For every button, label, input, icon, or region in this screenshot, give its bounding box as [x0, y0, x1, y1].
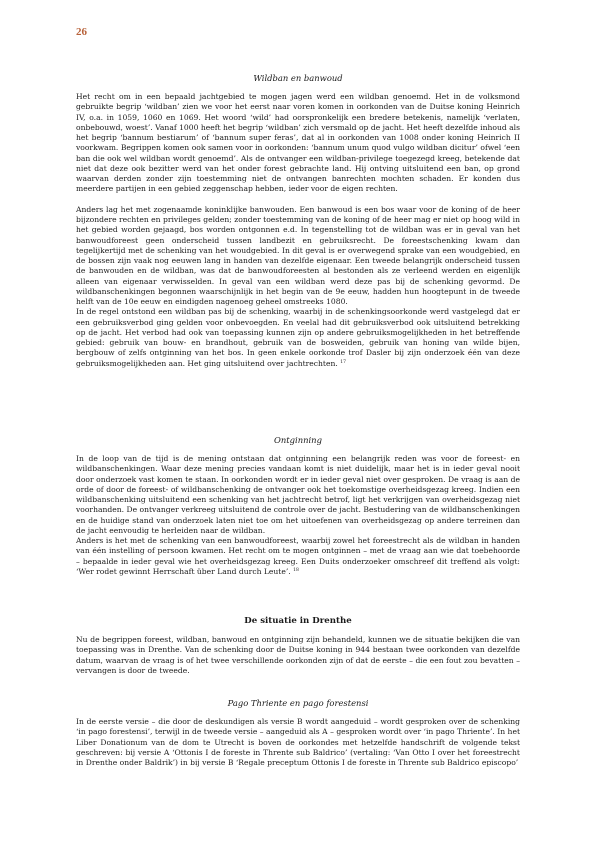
paragraph: In de eerste versie – die door de deskundigen als versie B wordt aangeduid – wordt gesproken over de schenking ‘in pago forestensi’, terwijl in de tweede versie – aangeduid als A – gesproken wordt over ‘in pago Thriente’. In het Liber Donationum van de dom te Utrecht is boven de oorkondes met hetzelfde handschrift de volgende tekst geschreven: bij versie A ‘Ottonis I de foreste in Thrente sub Baldrico’ (vertaling: ‘Van Otto I over het foreestrecht in Drenthe onder Baldrik’) in bij versie B ‘Regale preceptum Ottonis I de foreste in Thrente sub Baldrico episcopo’	[76, 717, 520, 767]
paragraph-text: Anders is het met de schenking van een banwoudforeest, waarbij zowel het foreestrecht als de wildban in handen van één instelling of persoon kwamen. Het recht om te mogen ontginnen – met de vraag aan wie dat toebehoorde – bepaalde in ieder geval wie het overheidsgezag kreeg. Een Duits onderzoeker omschreef dit treffend als volgt: ‘Wer rodet gewinnt Herrschaft über Land durch Leute’.	[76, 536, 520, 576]
section-drenthe	[76, 615, 520, 676]
paragraph: Het recht om in een bepaald jachtgebied te mogen jagen werd een wildban genoemd. Het in de volksmond gebruikte begrip ‘wildban’ zien we voor het eerst naar voren komen in oorkonden van de Duitse koning Heinrich IV, o.a. in 1059, 1060 en 1069. Het woord ‘wild’ had oorspronkelijk een bredere betekenis, namelijk ‘verlaten, onbebouwd, woest’. Vanaf 1000 heeft het begrip ‘wildban’ zich versmald op de jacht. Het heeft dezelfde inhoud als het begrip ‘bannum bestiarum’ of ‘bannum super feras’, dat al in oorkonden van 1008 onder koning Heinrich II voorkwam. Begrippen komen ook samen voor in oorkonden: ‘bannum unum quod vulgo wildban dicitur’ ofwel ‘een ban die ook wel wildban wordt genoemd’. Als de ontvanger een wildban-privilege toegezegd kreeg, betekende dat niet dat deze ook bezitter werd van het onder forest gebrachte land. Hij ontving uitsluitend een ban, op grond waarvan derden zonder zijn toestemming niet de ontvangen banrechten mochten schaden. Er konden dus meerdere partijen in een gebied zeggenschap hebben, ieder voor de eigen rechten.	[76, 92, 520, 194]
section-heading: Pago Thriente en pago forestensi	[227, 698, 369, 708]
paragraph-text: In de regel ontstond een wildban pas bij de schenking, waarbij in de schenkingsoorkonde werd vastgelegd dat er een gebruiksverbod ging gelden voor onbevoegden. En veelal had dit gebruiksverbod ook uitsluitend betrekking op de jacht. Het verbod had ook van toepassing kunnen zijn op andere gebruiksmogelijkheden in het betreffende gebied: gebruik van bouw- en brandhout, gebruik van de bosweiden, gebruik van honing van wilde bijen, bergbouw of zelfs ontginning van het bos. In geen enkele oorkonde trof Dasler bij zijn onderzoek één van deze gebruiksmogelijkheden aan. Het ging uitsluitend over jachtrechten.	[76, 307, 520, 368]
page-number: 26	[76, 26, 87, 38]
paragraph: In de loop van de tijd is de mening ontstaan dat ontginning een belangrijk reden was voor de foreest- en wildbanschenkingen. Waar deze mening precies vandaan komt is niet duidelijk, maar het is in ieder geval nooit door onderzoek vast komen te staan. In oorkonden wordt er in ieder geval niet over gesproken. De vraag is aan de orde of door de foreest- of wildbanschenking de ontvanger ook het toekomstige overheidsgezag kreeg. Indien een wildbanschenking uitsluitend een schenking van het jachtrecht betrof, ligt het verkrijgen van overheidsgezag niet voorhanden. De ontvanger verkreeg uitsluitend de controle over de jacht. Bestudering van de wildbanschenkingen en de huidige stand van onderzoek laten niet toe om het uitoefenen van overheidsgezag op andere terreinen dan de jacht eenvoudig te herleiden naar de wildban.	[76, 454, 520, 535]
section-heading: Wildban en banwoud	[253, 73, 343, 83]
section-ontginning	[76, 434, 520, 577]
section-heading: De situatie in Drenthe	[244, 616, 352, 626]
paragraph	[76, 307, 520, 369]
footnote-ref: 17	[340, 359, 346, 365]
section-pago-thriente	[76, 697, 520, 768]
section-heading: Ontginning	[274, 435, 322, 445]
paragraph	[76, 536, 520, 577]
footnote-ref: 18	[293, 567, 299, 573]
paragraph: Anders lag het met zogenaamde koninklijke banwouden. Een banwoud is een bos waar voor de koning of de heer bijzondere rechten en privileges gelden; zonder toestemming van de koning of de heer mag er niet op hoog wild in het gebied worden gejaagd, bos worden ontgonnen e.d. In tegenstelling tot de wildban was er in geval van het banwoudforeest geen onderscheid tussen landbezit en gebruiksrecht. De foreestschenking kwam dan tegelijkertijd met de schenking van het woudgebied. In dit geval is er overwegend sprake van een woudgebied, en de bossen zijn vaak nog eeuwen lang in handen van dezelfde eigenaar. Een tweede belangrijk onderscheid tussen de banwouden en de wildban, was dat de banwoudforeesten al bestonden als ze verleend werden en eigenlijk alleen van eigenaar verwisselden. In geval van een wildban werd deze pas bij de schenking gevormd. De wildbanschenkingen begonnen waarschijnlijk in het begin van de 9e eeuw, hadden hun hoogtepunt in de tweede helft van de 10e eeuw en eindigden nagenoeg geheel omstreeks 1080.	[76, 204, 520, 306]
section-wildban	[76, 72, 520, 369]
paragraph: Nu de begrippen foreest, wildban, banwoud en ontginning zijn behandeld, kunnen we de situatie bekijken die van toepassing was in Drenthe. Van de schenking door de Duitse koning in 944 bestaan twee oorkonden van dezelfde datum, waarvan de vraag is of het twee verschillende oorkonden zijn of dat de eerste – die een fout zou bevatten – vervangen is door de tweede.	[76, 635, 520, 675]
